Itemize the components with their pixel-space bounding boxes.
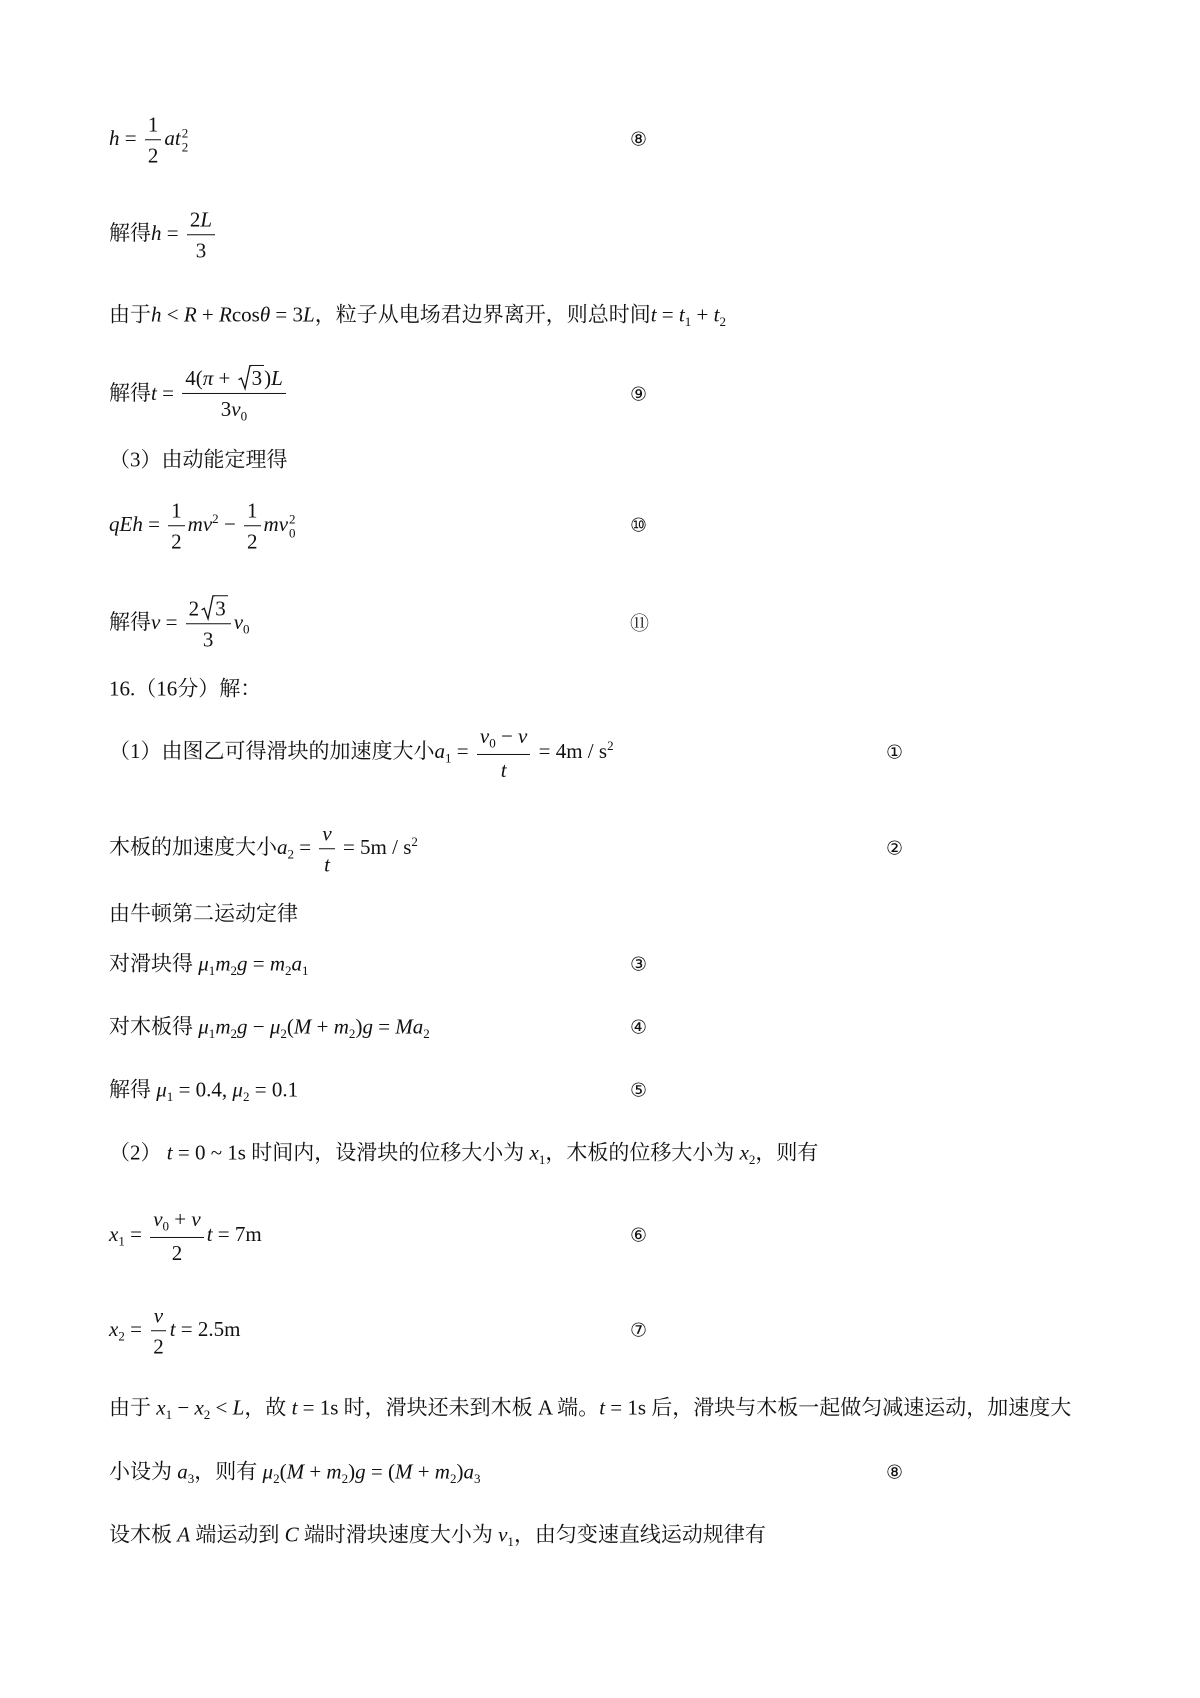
math-variable: v xyxy=(518,723,528,748)
superscript: 2 xyxy=(212,510,219,526)
math-operator: = xyxy=(124,1221,148,1246)
math-operator: + xyxy=(169,1206,192,1231)
text-run: 时间内，设滑块的位移大小为 xyxy=(251,1140,530,1165)
fraction-numerator xyxy=(186,595,231,624)
math-operator: = xyxy=(175,1316,198,1341)
math-variable: a xyxy=(277,834,288,859)
math-operator: = xyxy=(161,220,184,245)
text-run: 3 xyxy=(202,627,214,652)
board-force-equation xyxy=(109,1013,430,1042)
text-run: 2 xyxy=(189,207,201,232)
subscript: 1 xyxy=(445,750,452,766)
fraction xyxy=(168,497,185,555)
final-setup-text xyxy=(109,1521,766,1550)
math-variable: C xyxy=(284,1522,299,1547)
math-operator: < xyxy=(210,1395,233,1420)
subscript: 1 xyxy=(208,1025,216,1041)
math-operator: = xyxy=(124,1316,148,1341)
math-operator: = xyxy=(297,1395,320,1420)
slider-acceleration-line xyxy=(109,723,614,783)
text-run: 1 xyxy=(171,498,182,523)
math-operator: + xyxy=(196,302,220,327)
math-variable: h xyxy=(151,302,162,327)
math-variable: t xyxy=(678,302,685,327)
fraction-denominator xyxy=(218,394,250,425)
text-run: 2 xyxy=(171,529,182,554)
math-variable: t xyxy=(650,302,657,327)
text-run: 解得 xyxy=(109,1077,157,1102)
math-operator: + xyxy=(311,1014,334,1039)
math-operator: = xyxy=(173,1077,196,1102)
subscript: 2 xyxy=(719,313,726,329)
text-run: （3）由动能定理得 xyxy=(109,447,288,472)
slider-force-equation xyxy=(109,950,309,979)
fraction-numerator xyxy=(187,206,215,235)
math-variable: v xyxy=(233,609,244,634)
math-variable: v xyxy=(151,609,161,634)
equation-height-kinematics xyxy=(109,111,188,169)
math-variable: R xyxy=(183,302,197,327)
text-run: ) xyxy=(348,1459,356,1484)
math-variable: μ xyxy=(198,951,209,976)
subscript: 2 xyxy=(203,1406,211,1422)
text-run: 2.5m xyxy=(197,1316,241,1341)
text-run: 2 xyxy=(153,1334,164,1359)
math-variable: m xyxy=(215,1014,231,1039)
math-variable: t xyxy=(599,1395,606,1420)
superscript: 2 xyxy=(181,125,189,141)
text-run: ，故 xyxy=(244,1395,292,1420)
subscript: 1 xyxy=(165,1406,173,1422)
math-variable: x xyxy=(529,1140,539,1165)
subscript: 0 xyxy=(240,408,248,424)
math-variable: t xyxy=(500,757,507,782)
subscript: 1 xyxy=(118,1233,125,1249)
math-variable: g xyxy=(237,951,248,976)
slider-displacement-equation xyxy=(109,1206,262,1266)
sub-superscript xyxy=(182,126,189,153)
math-variable: x xyxy=(109,1221,119,1246)
fraction-denominator xyxy=(244,527,261,555)
math-variable: x xyxy=(156,1395,166,1420)
math-operator: = xyxy=(142,511,166,536)
math-operator: − xyxy=(172,1395,195,1420)
square-root-radicand xyxy=(214,595,228,620)
text-run: 16.（16分）解： xyxy=(109,676,262,701)
math-operator: = xyxy=(533,738,556,763)
math-operator: = xyxy=(372,1014,396,1039)
friction-coefficients-result xyxy=(109,1076,298,1105)
fraction xyxy=(150,1206,204,1266)
text-run: 0.4, xyxy=(195,1077,233,1102)
math-variable: A xyxy=(177,1522,191,1547)
math-variable: v xyxy=(153,1206,163,1231)
math-operator: = xyxy=(119,125,142,150)
math-variable: M xyxy=(293,1014,312,1039)
fraction xyxy=(319,820,334,878)
math-variable: v xyxy=(191,1206,201,1231)
equation-number-3: ③ xyxy=(630,953,648,976)
subscript: 0 xyxy=(489,735,496,751)
text-run: 2 xyxy=(147,143,159,168)
radical-sign-icon xyxy=(201,595,214,620)
math-variable: g xyxy=(362,1014,373,1039)
math-operator: = xyxy=(247,951,270,976)
text-run: 木板的加速度大小 xyxy=(109,834,277,859)
math-variable: m xyxy=(326,1459,342,1484)
subscript: 2 xyxy=(285,962,292,978)
board-displacement-equation xyxy=(109,1302,240,1360)
text-run: 2 xyxy=(171,1240,183,1265)
math-variable: h xyxy=(109,125,120,150)
text-run: 端时滑块速度大小为 xyxy=(298,1522,499,1547)
text-run: ，木板的位移大小为 xyxy=(545,1140,740,1165)
text-run: 小设为 xyxy=(109,1459,178,1484)
math-operator: − xyxy=(247,1014,270,1039)
math-variable: π xyxy=(202,365,214,390)
math-variable: a xyxy=(177,1459,188,1484)
equation-number-8b: ⑧ xyxy=(886,1461,904,1484)
subscript: 2 xyxy=(423,1025,430,1041)
fraction-denominator xyxy=(168,527,185,555)
math-variable: m xyxy=(333,1014,349,1039)
math-variable: v xyxy=(498,1522,508,1547)
result-height xyxy=(109,206,218,264)
square-root xyxy=(238,365,265,391)
math-operator: = xyxy=(249,1077,272,1102)
subscript: 2 xyxy=(230,1025,237,1041)
result-speed xyxy=(109,595,250,653)
text-run: ，粒子从电场君边界离开，则总时间 xyxy=(314,302,651,327)
equation-number-4: ④ xyxy=(630,1016,648,1039)
text-run: 端运动到 xyxy=(190,1522,285,1547)
math-operator: + xyxy=(213,365,236,390)
subscript: 2 xyxy=(748,1151,756,1167)
text-run: 3 xyxy=(292,302,304,327)
text-run: 解得 xyxy=(109,380,151,405)
subscript: 2 xyxy=(449,1470,457,1486)
fraction-denominator xyxy=(498,755,510,783)
text-run: ( xyxy=(279,1459,287,1484)
deceleration-equation xyxy=(109,1458,481,1487)
subscript: 2 xyxy=(230,962,237,978)
problem-16-heading xyxy=(109,675,261,702)
comparison-text xyxy=(109,1394,1071,1423)
math-variable: θ xyxy=(259,302,271,327)
math-variable: L xyxy=(200,207,213,232)
text-run: 对木板得 xyxy=(109,1014,199,1039)
fraction-denominator xyxy=(169,1238,186,1266)
fraction xyxy=(186,595,231,653)
math-operator: = xyxy=(365,1459,388,1484)
math-variable: m xyxy=(269,951,286,976)
math-variable: μ xyxy=(156,1077,167,1102)
subscript: 1 xyxy=(302,962,309,978)
fraction-numerator xyxy=(319,820,334,849)
text-run: （1）由图乙可得滑块的加速度大小 xyxy=(109,738,435,763)
math-variable: t xyxy=(151,380,157,405)
math-variable: μ xyxy=(232,1077,243,1102)
math-operator: + xyxy=(304,1459,327,1484)
text-run: ，由匀变速直线运动规律有 xyxy=(513,1522,766,1547)
math-variable: a xyxy=(434,738,445,763)
fraction-numerator xyxy=(150,1206,204,1238)
superscript: 2 xyxy=(607,737,614,753)
text-run: ) xyxy=(456,1459,464,1484)
superscript: 2 xyxy=(289,511,296,527)
math-variable: t xyxy=(206,1221,213,1246)
text-run: 由牛顿第二运动定律 xyxy=(109,901,298,926)
text-run: 对滑块得 xyxy=(109,951,199,976)
math-variable: h xyxy=(151,220,162,245)
subscript: 2 xyxy=(280,1025,287,1041)
newton-second-law-heading xyxy=(109,900,298,927)
fraction xyxy=(477,723,531,783)
math-variable: v xyxy=(479,723,490,748)
equation-number-10: ⑩ xyxy=(630,514,648,537)
subscript: 0 xyxy=(162,1218,170,1234)
math-variable: t xyxy=(291,1395,298,1420)
math-variable: μ xyxy=(269,1014,281,1039)
subscript: 2 xyxy=(348,1025,356,1041)
fraction-numerator xyxy=(145,111,162,140)
math-operator: = xyxy=(156,380,180,405)
equation-number-2: ② xyxy=(886,837,904,860)
math-variable: t xyxy=(169,1316,176,1341)
text-run: 7m xyxy=(234,1221,262,1246)
equation-number-8: ⑧ xyxy=(630,128,648,151)
fraction-denominator xyxy=(145,141,162,169)
math-operator: = xyxy=(337,834,361,859)
math-variable: g xyxy=(237,1014,248,1039)
math-variable: t xyxy=(713,302,720,327)
subscript: 0 xyxy=(243,621,250,637)
part-2-intro xyxy=(109,1139,818,1168)
text-run: ) xyxy=(264,365,272,390)
math-variable: g xyxy=(355,1459,366,1484)
fraction-denominator xyxy=(150,1332,167,1360)
fraction-numerator xyxy=(182,365,286,394)
math-variable: μ xyxy=(262,1459,274,1484)
text-run: （2） xyxy=(109,1140,167,1165)
text-run: 0 ~ 1s xyxy=(194,1140,252,1165)
math-variable: μ xyxy=(198,1014,209,1039)
text-run: 设木板 xyxy=(109,1522,178,1547)
fraction-denominator xyxy=(200,625,217,653)
equation-number-9: ⑨ xyxy=(630,383,648,406)
math-operator: = xyxy=(451,738,474,763)
math-operator: = xyxy=(656,302,679,327)
subscript: 1 xyxy=(684,313,692,329)
fraction-numerator xyxy=(168,497,185,526)
equation-number-7: ⑦ xyxy=(630,1319,648,1342)
text-run: 1s 后，滑块与木板一起做匀减速运动，加速度大 xyxy=(627,1395,1072,1420)
math-variable: t xyxy=(166,1140,173,1165)
subscript: 1 xyxy=(166,1088,174,1104)
math-operator: = xyxy=(212,1221,235,1246)
math-operator: = xyxy=(605,1395,628,1420)
math-variable: L xyxy=(271,365,283,390)
math-variable: qEh xyxy=(109,511,143,536)
subscript: 2 xyxy=(181,139,189,154)
math-operator: + xyxy=(691,302,714,327)
text-run: ( xyxy=(195,365,203,390)
math-variable: L xyxy=(303,302,315,327)
text-run: 3 xyxy=(195,238,207,263)
text-run: 3 xyxy=(215,596,226,621)
math-operator: − xyxy=(218,511,242,536)
fraction xyxy=(150,1302,167,1360)
math-operator: = xyxy=(172,1140,195,1165)
math-variable: mv xyxy=(187,511,213,536)
text-run: 0.1 xyxy=(271,1077,299,1102)
math-variable: M xyxy=(394,1459,413,1484)
square-root-radicand xyxy=(251,365,265,390)
equation-number-11: ⑪ xyxy=(630,612,650,635)
superscript: 2 xyxy=(411,833,418,849)
text-run: 4 xyxy=(185,365,196,390)
subscript: 3 xyxy=(187,1470,195,1486)
math-variable: L xyxy=(232,1395,245,1420)
text-run: 2 xyxy=(188,596,200,621)
text-run: 由于 xyxy=(109,302,151,327)
text-run: ，则有 xyxy=(755,1140,819,1165)
text-run: 1 xyxy=(147,112,159,137)
text-run: 4m / s xyxy=(555,738,608,763)
text-run: ( xyxy=(286,1014,294,1039)
fraction-numerator xyxy=(244,497,261,526)
fraction-numerator xyxy=(151,1302,166,1331)
subscript: 2 xyxy=(273,1470,280,1486)
fraction-denominator xyxy=(321,850,333,878)
equation-kinetic-energy xyxy=(109,497,296,555)
subscript: 2 xyxy=(341,1470,349,1486)
text-run: 3 xyxy=(220,397,232,422)
subscript: 1 xyxy=(208,962,216,978)
text-run: 解得 xyxy=(109,220,151,245)
fraction xyxy=(145,111,162,169)
math-operator: = xyxy=(294,834,317,859)
equation-number-5: ⑤ xyxy=(630,1079,648,1102)
math-variable: a xyxy=(291,951,303,976)
math-operator: + xyxy=(412,1459,435,1484)
subscript: 2 xyxy=(242,1088,250,1104)
subscript: 3 xyxy=(473,1470,481,1486)
math-variable: at xyxy=(164,125,181,150)
math-variable: m xyxy=(215,951,231,976)
result-total-time xyxy=(109,365,289,425)
sub-superscript xyxy=(289,512,296,539)
fraction xyxy=(182,365,286,425)
square-root xyxy=(201,595,228,621)
text-run: 1 xyxy=(247,498,258,523)
exit-condition-text xyxy=(109,301,726,330)
text-run: 由于 xyxy=(109,1395,157,1420)
math-variable: v xyxy=(322,821,332,846)
subscript: 2 xyxy=(287,846,295,862)
part-3-heading xyxy=(109,446,288,473)
equation-number-6: ⑥ xyxy=(630,1224,648,1247)
subscript: 1 xyxy=(507,1533,514,1549)
math-operator: − xyxy=(495,723,519,748)
math-variable: x xyxy=(109,1316,119,1341)
fraction-denominator xyxy=(193,236,210,264)
math-operator: = xyxy=(270,302,293,327)
math-variable: x xyxy=(739,1140,749,1165)
subscript: 2 xyxy=(118,1328,125,1344)
text-run: ( xyxy=(387,1459,395,1484)
subscript: 0 xyxy=(289,525,296,540)
text-run: cos xyxy=(231,302,260,327)
math-variable: v xyxy=(153,1303,164,1328)
math-variable: M xyxy=(286,1459,305,1484)
text-run: ) xyxy=(355,1014,363,1039)
text-run: 3 xyxy=(251,365,263,390)
subscript: 1 xyxy=(538,1151,546,1167)
fraction xyxy=(187,206,215,264)
radical-sign-icon xyxy=(238,365,251,390)
math-operator: = xyxy=(160,609,183,634)
text-run: 5m / s xyxy=(360,834,412,859)
text-run: ，则有 xyxy=(194,1459,263,1484)
text-run: 1s 时，滑块还未到木板 A 端。 xyxy=(319,1395,600,1420)
math-variable: R xyxy=(219,302,232,327)
text-run: 2 xyxy=(247,529,258,554)
math-operator: < xyxy=(161,302,184,327)
math-variable: mv xyxy=(263,511,289,536)
fraction-numerator xyxy=(477,723,531,755)
math-variable: a xyxy=(463,1459,474,1484)
math-variable: t xyxy=(324,852,330,877)
board-acceleration-line xyxy=(109,820,418,878)
math-variable: x xyxy=(194,1395,204,1420)
fraction xyxy=(244,497,261,555)
math-variable: Ma xyxy=(395,1014,424,1039)
math-variable: v xyxy=(231,397,241,422)
equation-number-1: ① xyxy=(886,741,904,764)
text-run: 解得 xyxy=(109,609,151,634)
math-variable: m xyxy=(434,1459,450,1484)
